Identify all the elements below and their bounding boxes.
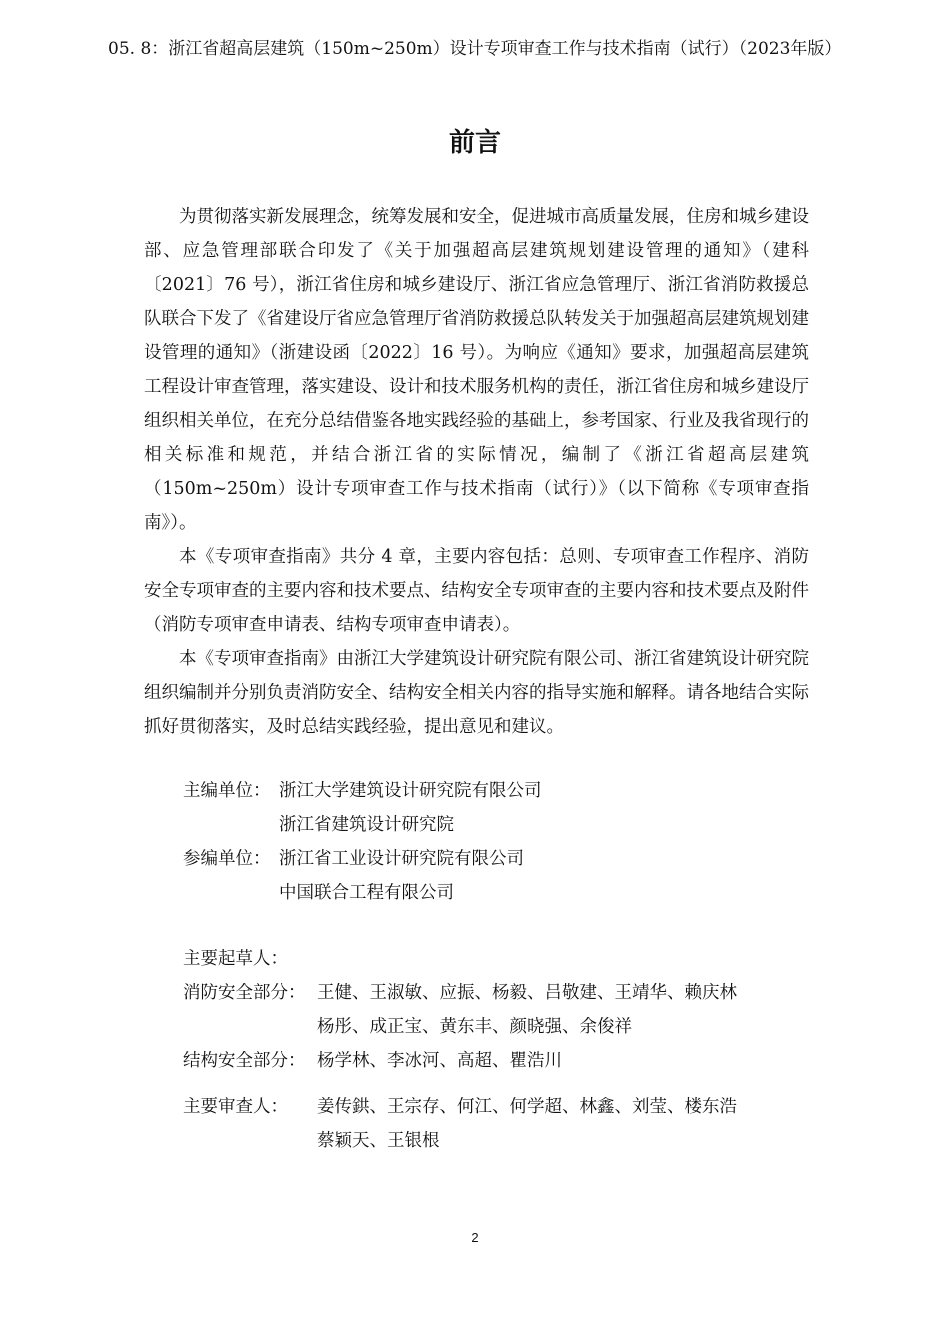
page-number: 2: [471, 1230, 479, 1245]
chief-unit-1: 浙江大学建筑设计研究院有限公司: [279, 781, 542, 801]
fire-drafters-line-2: 杨彤、成正宝、黄东丰、颜晓强、余俊祥: [317, 1017, 632, 1037]
paragraph-2: 本《专项审查指南》共分 4 章，主要内容包括：总则、专项审查工作程序、消防安全专项审查的主要内容和技术要点、结构安全专项审查的主要内容和技术要点及附件（消防专项审查申请表、结构专项审查申请表）。: [144, 547, 809, 635]
participating-unit-2: 中国联合工程有限公司: [279, 883, 454, 903]
reviewers-line-2: 蔡颖天、王银根: [317, 1131, 440, 1151]
preface-body: [144, 200, 809, 744]
drafters-heading-row: [183, 942, 823, 976]
reviewers-line-1: 姜传鉷、王宗存、何江、何学超、林鑫、刘莹、楼东浩: [317, 1097, 737, 1117]
editing-units: [183, 774, 823, 910]
structure-drafters-line-1: 杨学林、李冰河、高超、瞿浩川: [317, 1051, 562, 1071]
paragraph-3: 本《专项审查指南》由浙江大学建筑设计研究院有限公司、浙江省建筑设计研究院组织编制并分别负责消防安全、结构安全相关内容的指导实施和解释。请各地结合实际抓好贯彻落实，及时总结实践经验，提出意见和建议。: [144, 649, 809, 737]
chief-unit-row: [183, 774, 823, 808]
participating-unit-label: 参编单位：: [183, 849, 271, 869]
participating-unit-1: 浙江省工业设计研究院有限公司: [279, 849, 524, 869]
page-title: 前言: [448, 128, 501, 158]
fire-drafters-row: [183, 1010, 823, 1044]
fire-drafters-row: [183, 976, 823, 1010]
structure-section-label: 结构安全部分：: [183, 1051, 306, 1071]
chief-unit-row: [183, 808, 823, 842]
chief-unit-label: 主编单位：: [183, 781, 271, 801]
main-reviewers: [183, 1090, 823, 1158]
structure-drafters-row: [183, 1044, 823, 1078]
running-header: 05. 8：浙江省超高层建筑（150m~250m）设计专项审查工作与技术指南（试行）（2023年版）: [108, 39, 842, 59]
participating-unit-row: [183, 876, 823, 910]
reviewers-label: 主要审查人：: [183, 1097, 288, 1117]
fire-section-label: 消防安全部分：: [183, 983, 306, 1003]
chief-unit-2: 浙江省建筑设计研究院: [279, 815, 454, 835]
reviewers-row: [183, 1124, 823, 1158]
participating-unit-row: [183, 842, 823, 876]
drafters-heading: 主要起草人：: [183, 949, 288, 969]
paragraph-1: 为贯彻落实新发展理念，统筹发展和安全，促进城市高质量发展，住房和城乡建设部、应急管理部联合印发了《关于加强超高层建筑规划建设管理的通知》（建科〔2021〕76 号），浙江省住房和城乡建设厅、浙江省应急管理厅、浙江省消防救援总队联合下发了《省建设厅省应急管理厅省消防救援总队转发关于加强超高层建筑规划建设管理的通知》（浙建设函〔2022〕16 号）。为响应《通知》要求，加强超高层建筑工程设计审查管理，落实建设、设计和技术服务机构的责任，浙江省住房和城乡建设厅组织相关单位，在充分总结借鉴各地实践经验的基础上，参考国家、行业及我省现行的相关标准和规范，并结合浙江省的实际情况，编制了《浙江省超高层建筑（150m~250m）设计专项审查工作与技术指南（试行）》（以下简称《专项审查指南》）。: [144, 207, 809, 533]
main-drafters: [183, 942, 823, 1078]
fire-drafters-line-1: 王健、王淑敏、应振、杨毅、吕敬建、王靖华、赖庆林: [317, 983, 737, 1003]
reviewers-row: [183, 1090, 823, 1124]
